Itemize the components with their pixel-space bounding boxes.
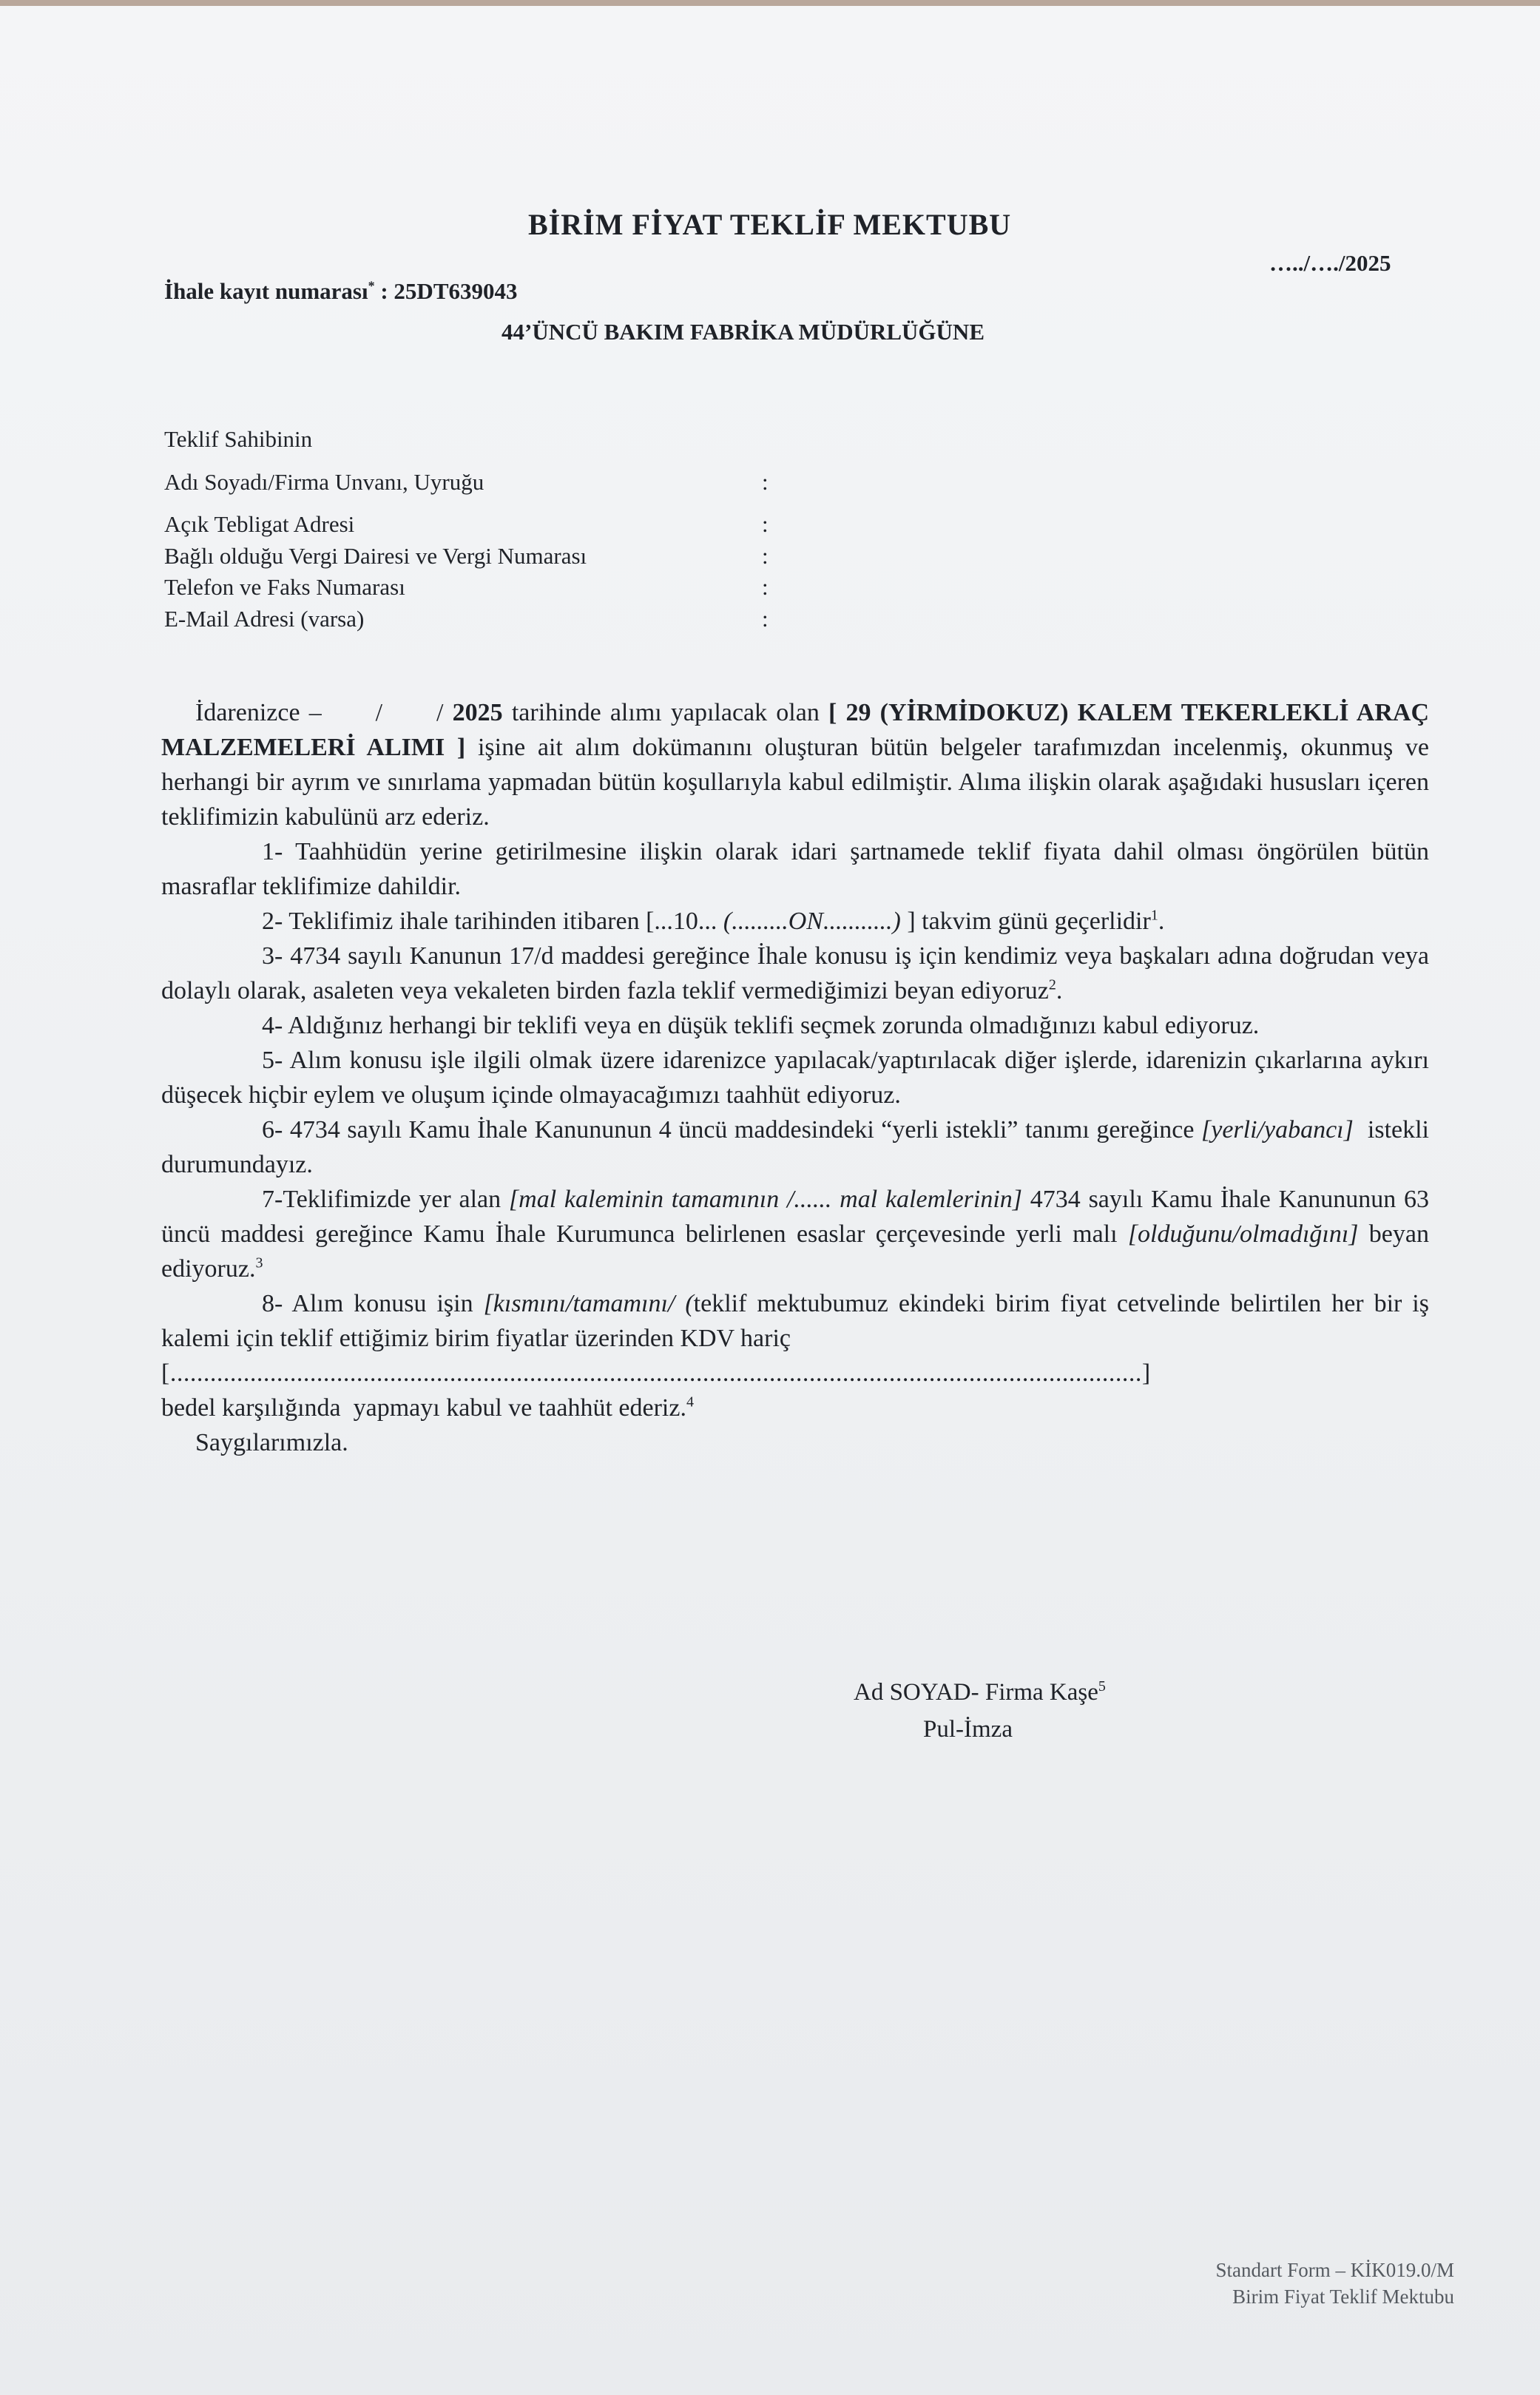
price-blank-line: [..................................................................................................................................................] — [161, 1359, 1151, 1387]
clause-5: 5- Alım konusu işle ilgili olmak üzere idarenizce yapılacak/yaptırılacak diğer işlerde, idarenizin çıkarlarına aykırı düşecek hiçbir eylem ve oluşum içinde olmayacağımızı taahhüt ediyoruz. — [161, 1047, 1429, 1109]
footer-form-name: Birim Fiyat Teklif Mektubu — [1232, 2286, 1454, 2308]
bidder-info-label: Adı Soyadı/Firma Unvanı, Uyruğu — [164, 469, 484, 495]
signature-stamp-line: Pul-İmza — [923, 1716, 1013, 1743]
signature-name-line — [854, 1679, 1106, 1706]
intro-paragraph — [161, 695, 1429, 834]
ihale-kayit-mark: * — [368, 278, 375, 294]
bidder-info-label: Telefon ve Faks Numarası — [164, 574, 405, 600]
intro-text: İdarenizce – / / — [195, 699, 453, 726]
clause-text: 8- Alım konusu işin — [262, 1290, 484, 1317]
addressee: 44’ÜNCÜ BAKIM FABRİKA MÜDÜRLÜĞÜNE — [501, 319, 985, 345]
intro-text: işine ait alım dokümanını oluşturan bütün belgeler tarafımızdan incelenmiş, okunmuş ve herhangi bir ayrım ve sınırlama yapmadan bütün koşullarıyla kabul edilmiştir. Alıma ilişkin olarak aşağıdaki hususları içeren teklifimizin kabulünü arz ederiz. — [161, 734, 1429, 831]
clause-text: . — [1158, 908, 1165, 935]
document-title: BİRİM FİYAT TEKLİF MEKTUBU — [528, 208, 1012, 241]
footnote-ref: 5 — [1098, 1678, 1106, 1695]
intro-text: tarihinde alımı yapılacak olan — [502, 699, 828, 726]
clause-text: 6- 4734 sayılı Kamu İhale Kanununun 4 üncü maddesindeki “yerli istekli” tanımı gereğince — [262, 1116, 1201, 1144]
footnote-ref: 2 — [1048, 976, 1056, 993]
validity-days-words: (.........ON...........) — [723, 908, 901, 935]
ihale-kayit-label: İhale kayıt numarası — [164, 278, 368, 304]
clause-3 — [161, 939, 1429, 1008]
clause-7 — [161, 1182, 1429, 1286]
footnote-ref: 1 — [1150, 907, 1158, 924]
clause-4: 4- Aldığınız herhangi bir teklifi veya en düşük teklifi seçmek zorunda olmadığınızı kabul ediyoruz. — [262, 1012, 1260, 1039]
photo-top-edge — [0, 0, 1540, 6]
intro-year: 2025 — [452, 699, 503, 726]
footnote-ref: 4 — [686, 1394, 694, 1411]
clause-text: beyan ediyoruz. — [161, 1220, 1429, 1283]
tender-subject: [ 29 (YİRMİDOKUZ) KALEM TEKERLEKLİ ARAÇ MALZEMELERİ ALIMI ] — [161, 699, 1429, 761]
goods-scope-option: [mal kaleminin tamamının /...... mal kalemlerinin] — [508, 1186, 1023, 1213]
signature-label: Ad SOYAD- Firma Kaşe — [854, 1679, 1098, 1706]
footer-form-code: Standart Form – KİK019.0/M — [1215, 2259, 1454, 2281]
ihale-kayit-value: : 25DT639043 — [380, 278, 518, 304]
clause-text: 2- Teklifimiz ihale tarihinden itibaren [...10... — [262, 908, 723, 935]
clause-text: ] takvim günü geçerlidir — [900, 908, 1151, 935]
clause-text: 3- 4734 sayılı Kanunun 17/d maddesi gereğince İhale konusu iş için kendimiz veya başkaları adına doğrudan veya dolaylı olarak, asaleten veya vekaleten birden fazla teklif vermediğimizi beyan ediyoruz — [161, 942, 1429, 1004]
bidder-info-colon: : — [762, 574, 769, 600]
clause-8 — [161, 1286, 1429, 1356]
bidder-info-label: Açık Tebligat Adresi — [164, 511, 355, 537]
letter-body — [161, 695, 1436, 1460]
clause-text: istekli durumundayız. — [161, 1116, 1436, 1178]
document-page — [0, 6, 1540, 2395]
clause-6 — [161, 1112, 1436, 1182]
ihale-kayit-numarasi — [164, 278, 518, 305]
date-line: …../…./2025 — [1269, 250, 1391, 276]
clause-text: 4734 sayılı Kamu İhale Kanununun 63 üncü maddesi gereğince Kamu İhale Kurumunca belirlenen esaslar çerçevesinde yerli malı — [161, 1186, 1429, 1248]
bidder-info-colon: : — [762, 606, 769, 632]
bidder-info-colon: : — [762, 511, 769, 537]
clause-8-end — [161, 1391, 1429, 1425]
bidder-info-heading: Teklif Sahibinin — [164, 426, 313, 452]
clause-text: bedel karşılığında yapmayı kabul ve taahhüt ederiz. — [161, 1394, 686, 1422]
clause-text: teklif mektubumuz ekindeki birim fiyat cetvelinde belirtilen her bir iş kalemi için teklif ettiğimiz birim fiyatlar üzerinden KDV hariç — [161, 1290, 1429, 1352]
footnote-ref: 3 — [255, 1254, 263, 1271]
domestic-goods-option: [olduğunu/olmadığını] — [1127, 1220, 1359, 1248]
work-scope-option: [kısmını/tamamını/ ( — [483, 1290, 694, 1317]
bidder-info-label: E-Mail Adresi (varsa) — [164, 606, 365, 632]
bidder-status-option: [yerli/yabancı] — [1201, 1116, 1354, 1144]
clause-text: . — [1056, 977, 1063, 1004]
bidder-info-colon: : — [762, 543, 769, 569]
bidder-info-label: Bağlı olduğu Vergi Dairesi ve Vergi Numarası — [164, 543, 587, 569]
clause-2 — [161, 904, 1429, 939]
closing-line: Saygılarımızla. — [195, 1429, 348, 1456]
clause-1: 1- Taahhüdün yerine getirilmesine ilişkin olarak idari şartnamede teklif fiyata dahil olması öngörülen bütün masraflar teklifimize dahildir. — [161, 838, 1429, 900]
clause-text: 7-Teklifimizde yer alan — [262, 1186, 509, 1213]
bidder-info-colon: : — [762, 469, 769, 495]
